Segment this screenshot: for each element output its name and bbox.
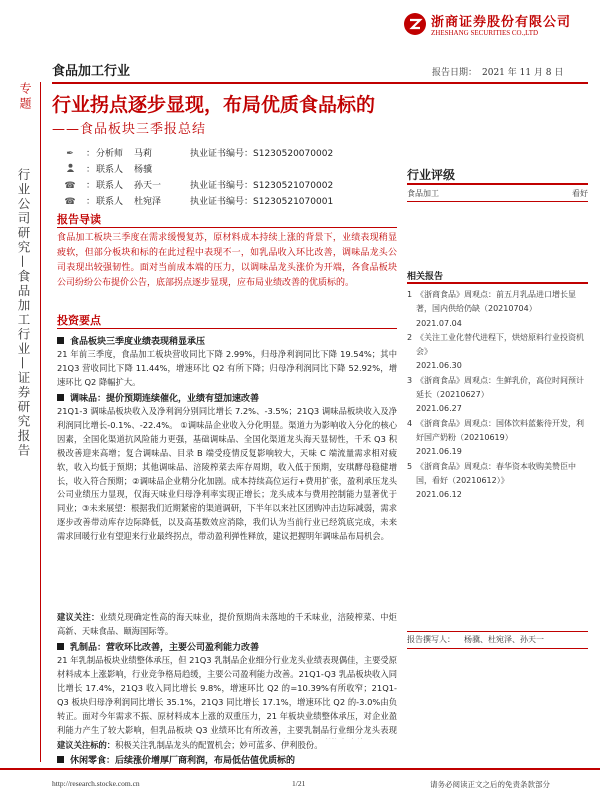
analyst-list	[62, 146, 333, 210]
related-report-date: 2021.06.27	[416, 404, 462, 414]
related-report-num: 3	[407, 375, 413, 385]
section-text: 21 年前三季度，食品加工板块营收同比下降 2.99%，归母净利润同比下降 19.54%；其中 21Q3 营收同比下降 11.44%，增速环比 Q2 有所下降；归母净利润同比下降 52.92%，增速环比 Q2 降幅扩大。	[57, 349, 397, 387]
section-text: 21Q1-3 调味品板块收入及净利润分别同比增长 7.2%、-3.5%；21Q3 调味品板块收入及净利润同比增长-0.1%、-22.4%。 ①调味品企业收入分化明显。渠道力为影响收入分化的核心因素，全国化渠道抗风险能力更强，基础调味品、全国化渠道龙头海天显韧性，千禾 Q3 积极改善迎来高增；复合调味品、目录 B 端受疫情反复影响较大，天味 C 端流量需求相对疲软，收入均低于预期；其他调味品、涪陵榨菜去库存周期，收入低于预期，安琪酵母稳健增长，收入符合预期；②调味品企业精分化加剧。成本持续高位运行+费用扩张，盈利承压龙头公司业绩压力显现，仅海天味业归母净利率实现正增长；龙头成本与费用控制能力显著优于同业；③未来展望：根据我们近期紧密的渠道调研，下半年以来社区团购冲击边际减弱，需求逐步改善带动库存边际降低，以及高基数效应消除，我们认为当前行业已经筑底完成，未来需求回暖行业有望迎来行业最终拐点，带动盈利弹性释放，建议把握明年调味品布局机会。	[57, 406, 397, 542]
related-report-title: 《浙商食品》周观点：生鲜乳价，高位时间预计延长（20210627）	[416, 375, 584, 400]
footer-divider	[0, 768, 600, 770]
guide-heading: 报告导读	[57, 213, 101, 226]
cert-number: S1230521070001	[253, 197, 334, 207]
bullet-square-icon	[57, 643, 64, 650]
points-divider	[57, 328, 397, 329]
dairy-advice-label: 建议关注标的：	[57, 740, 116, 750]
industry-label: 食品加工行业	[52, 64, 131, 79]
related-report-item[interactable]	[407, 331, 588, 374]
analyst-role: 联系人	[96, 165, 124, 175]
report-subtitle: ——食品板块三季报总结	[52, 122, 207, 137]
related-report-date: 2021.07.04	[416, 318, 462, 328]
company-logo-mark-icon	[403, 12, 427, 36]
related-report-title: 《浙商食品》周观点：春华资本收购美赞臣中国，看好（20210612）》	[416, 461, 576, 485]
advice-text: 业绩兑现确定性高的海天味业，提价预期尚未落地的千禾味业，涪陵榨菜、中炬高新、天味食品、颐海国际等。	[57, 612, 397, 636]
related-reports-divider	[407, 282, 588, 284]
authors-divider-bottom	[407, 648, 588, 649]
report-date-value: 2021 年 11 月 8 日	[482, 68, 564, 78]
authors-value: 杨骥、杜宛泽、孙天一	[464, 635, 544, 644]
section-title: 食品板块三季度业绩表现稍显承压	[70, 337, 206, 347]
rating-divider	[407, 183, 588, 185]
footer-disclaimer: 请务必阅读正文之后的免责条款部分	[430, 780, 550, 789]
dairy-advice	[57, 739, 397, 753]
advice	[57, 611, 397, 639]
related-report-num: 5	[407, 461, 413, 471]
authors-label: 报告撰写人：	[407, 635, 455, 644]
section-heading	[57, 753, 295, 766]
guide-text: 食品加工板块三季度在需求缓慢复苏，原材料成本持续上涨的背景下，业绩表现稍显疲软，但部分板块和标的在此过程中表现不一，如乳品收入环比改善，调味品龙头公司表现出较强韧性。面对当前成本端的压力，以调味品龙头涨价为开端，各食品板块公司纷纷公布提价公告，底部拐点逐步显现，应布局业绩改善的优质标的。	[57, 233, 397, 288]
analyst-row: ✒ ： 分析师 马莉 执业证书编号： S1230520070002	[62, 146, 333, 162]
section-heading	[57, 640, 259, 653]
related-report-date: 2021.06.12	[416, 490, 462, 500]
rating-divider-bottom	[407, 201, 588, 202]
analyst-row: ☎ ： 联系人 孙天一 执业证书编号： S1230521070002	[62, 178, 333, 194]
related-report-item[interactable]	[407, 374, 588, 417]
section-title: 调味品：提价预期连续催化，业绩有望加速改善	[70, 394, 260, 404]
page-number: 1/21	[292, 779, 306, 788]
analyst-name: 杜宛泽	[134, 197, 162, 207]
section-heading	[57, 391, 259, 404]
related-reports-list	[407, 288, 588, 502]
company-name-cn: 浙商证券股份有限公司	[431, 15, 572, 30]
analyst-row: ： 联系人 杨骥	[62, 162, 333, 178]
section-title: 休闲零食：后续涨价增厚厂商利润，布局低估值优质标的	[70, 756, 296, 766]
related-report-date: 2021.06.19	[416, 447, 462, 457]
cert-number: S1230520070002	[253, 149, 334, 159]
analyst-name: 马莉	[134, 149, 153, 159]
sidebar-divider	[40, 82, 41, 762]
bullet-square-icon	[57, 337, 64, 344]
person-icon	[62, 162, 78, 178]
points-heading: 投资要点	[57, 314, 101, 327]
sidebar-vertical-text: 行业公司研究—食品加工行业—证券研究报告	[16, 168, 31, 458]
related-report-num: 1	[407, 290, 413, 299]
guide-divider	[57, 227, 397, 228]
dairy-advice-text: 积极关注乳制品龙头的配置机会；妙可蓝多、伊利股份。	[115, 740, 323, 750]
related-report-title: 《浙商食品》周观点：国体饮料蓝紫待开发，利好国产奶粉（20210619）	[416, 418, 584, 442]
analyst-role: 联系人	[96, 181, 124, 191]
related-report-date: 2021.06.30	[416, 361, 462, 371]
related-report-item[interactable]	[407, 417, 588, 460]
section-title: 乳制品：营收环比改善，主要公司盈利能力改善	[70, 643, 260, 653]
report-type-tag: 专题	[18, 82, 32, 112]
phone-icon: ☎	[64, 197, 76, 207]
related-report-title: 《关注工业化替代进程下，烘焙原料行业投资机会》	[416, 332, 584, 357]
bullet-square-icon	[57, 756, 64, 763]
analyst-role: 分析师	[96, 149, 124, 159]
company-name-en: ZHESHANG SECURITIES CO.,LTD	[431, 29, 539, 37]
report-title: 行业拐点逐步显现，布局优质食品标的	[52, 94, 376, 116]
phone-icon: ☎	[64, 181, 76, 191]
section-text: 21 年乳制品板块业绩整体承压，但 21Q3 乳制品企业细分行业龙头业绩表现偶佳，主要受原材料成本上涨影响，行业竞争格局趋缓，主要公司盈利能力改善。21Q1-Q3 乳品板块收入同比增长 17.4%，21Q3 收入同比增长 9.8%，增速环比 Q2 的=10.39%有所收窄；21Q1-Q3 板块归母净利润同比增长 35.1%，21Q3 同比增长 17.1%，增速环比 Q2 的-3.0%由负转正。面对今年需求不振、原材料成本上涨的双重压力，21 年板块业绩整体承压，对企业盈利能力产生了较大影响，但乳品板块 Q3 业绩环比有所改善，主要乳制品行业细分龙头表现	[57, 655, 397, 735]
advice-label: 建议关注：	[57, 612, 100, 622]
authors-divider	[407, 631, 588, 632]
related-report-item[interactable]	[407, 288, 588, 331]
report-date-label: 报告日期：	[432, 68, 478, 78]
rating-row	[407, 188, 588, 199]
analyst-name: 杨骥	[134, 165, 153, 175]
related-reports-title: 相关报告	[407, 272, 444, 282]
cert-number: S1230521070002	[253, 181, 334, 191]
bullet-square-icon	[57, 394, 64, 401]
cert-label: 执业证书编号：	[190, 197, 254, 207]
analyst-row: ☎ ： 联系人 杜宛泽 执业证书编号： S1230521070001	[62, 194, 333, 210]
related-report-num: 4	[407, 418, 413, 428]
related-report-item[interactable]	[407, 460, 588, 503]
footer-url-link[interactable]: http://research.stocke.com.cn	[52, 779, 140, 788]
analyst-name: 孙天一	[134, 181, 162, 191]
pen-icon: ✒	[66, 149, 74, 159]
section-heading	[57, 334, 205, 347]
rating-title: 行业评级	[407, 168, 456, 182]
related-report-title: 《浙商食品》周观点：前五月乳品进口增长显著，国内供给仍缺（20210704）	[416, 290, 576, 314]
cert-label: 执业证书编号：	[190, 149, 254, 159]
header-divider	[52, 82, 588, 84]
rating-value: 看好	[572, 189, 588, 198]
company-logo	[403, 10, 593, 48]
rating-industry: 食品加工	[407, 189, 439, 198]
analyst-role: 联系人	[96, 197, 124, 207]
cert-label: 执业证书编号：	[190, 181, 254, 191]
related-report-num: 2	[407, 332, 413, 342]
